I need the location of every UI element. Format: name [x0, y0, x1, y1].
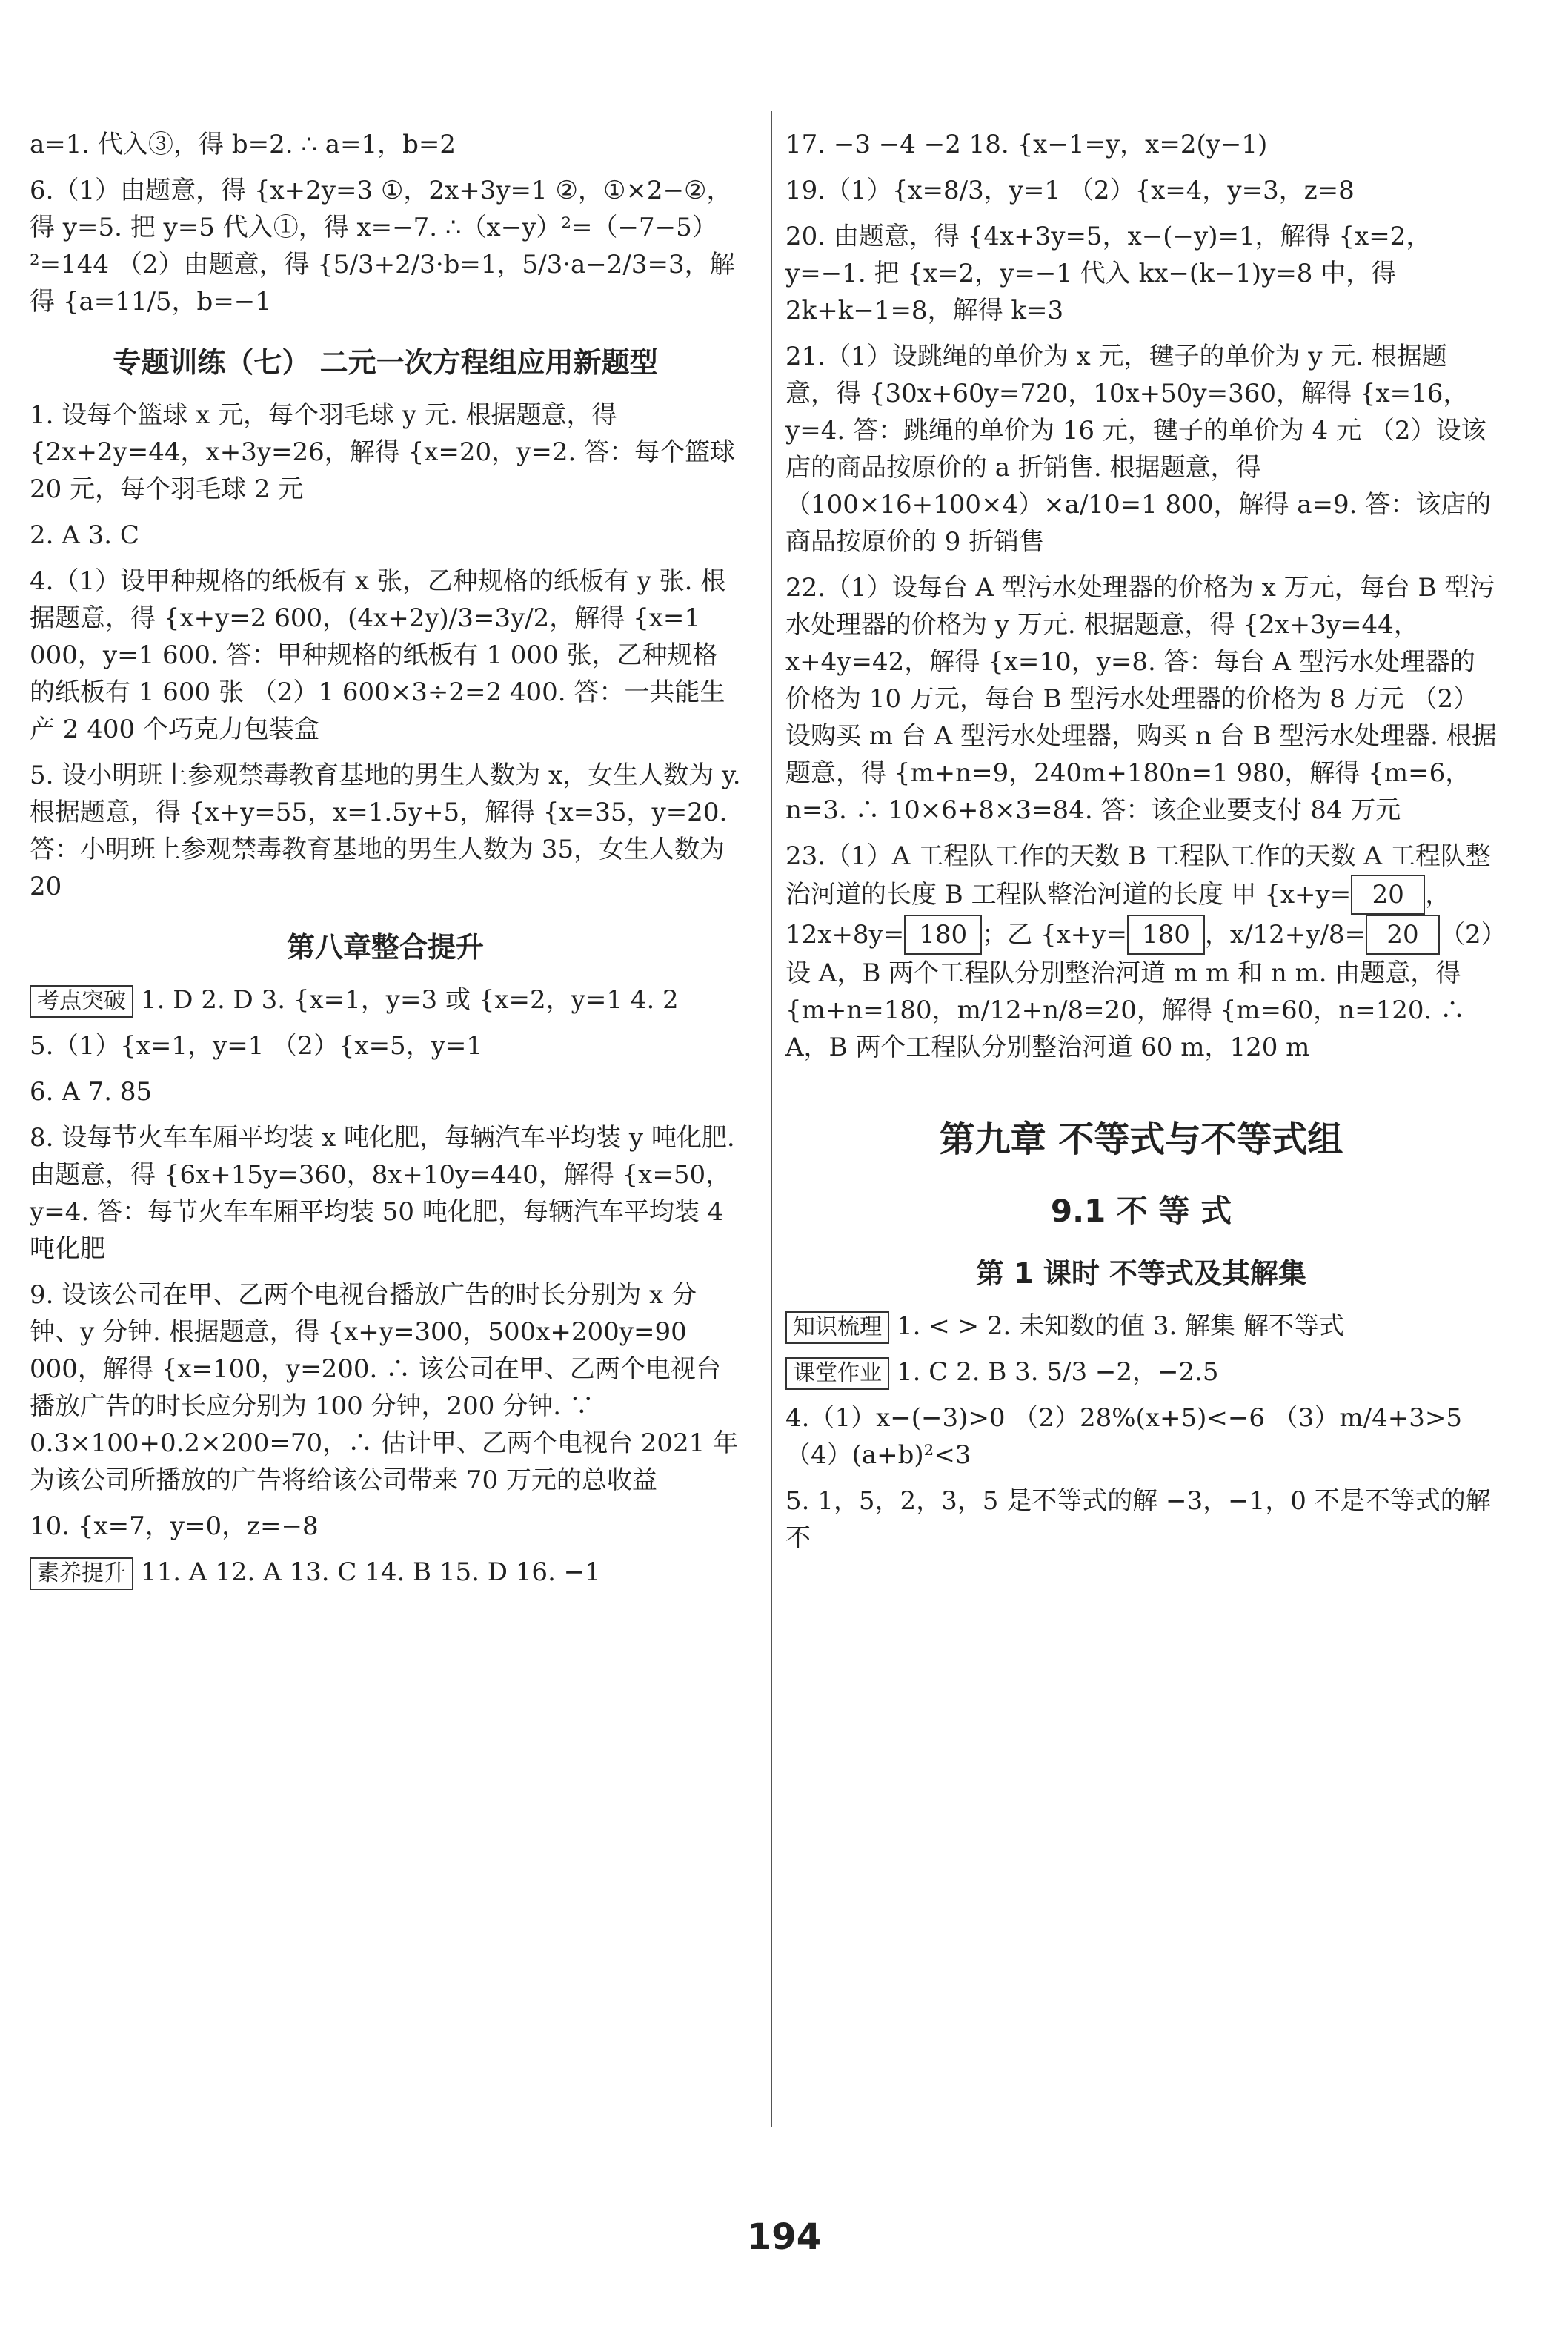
- answer-line: 6.（1）由题意，得 {x+2y=3 ①，2x+3y=1 ②，①×2−②，得 y=5. 把 y=5 代入①，得 x=−7. ∴（x−y）²=（−7−5）²=144 （2）由题意，得 {5/3+2/3·b=1，5/3·a−2/3=3，解得 {a=11/5，b=−1: [30, 176, 735, 317]
- section-heading: 第 1 课时 不等式及其解集: [975, 1257, 1307, 1290]
- answer-line: 19.（1）{x=8/3，y=1 （2）{x=4，y=3，z=8: [785, 176, 1355, 205]
- section-tag: 素养提升: [30, 1557, 133, 1590]
- answer-line: 17. −3 −4 −2 18. {x−1=y，x=2(y−1): [785, 130, 1268, 159]
- section-tag: 知识梳理: [785, 1311, 889, 1344]
- answer-line: 5. 设小明班上参观禁毒教育基地的男生人数为 x，女生人数为 y. 根据题意，得 {x+y=55，x=1.5y+5，解得 {x=35，y=20. 答：小明班上参观禁毒教育基地的男生人数为 35，女生人数为 20: [30, 761, 741, 901]
- answer-line: [785, 1308, 1497, 1345]
- answer-line: 5.（1）{x=1，y=1 （2）{x=5，y=1: [30, 1031, 483, 1061]
- answer-line: 4.（1）设甲种规格的纸板有 x 张，乙种规格的纸板有 y 张. 根据题意，得 {x+y=2 600，(4x+2y)/3=3y/2，解得 {x=1 000，y=1 600. 答：甲种规格的纸板有 1 000 张，乙种规格的纸板有 1 600 张 （2）1 600×3÷2=2 400. 答：一共能生产 2 400 个巧克力包装盒: [30, 566, 726, 744]
- answer-line: 8. 设每节火车车厢平均装 x 吨化肥，每辆汽车平均装 y 吨化肥. 由题意，得 {6x+15y=360，8x+10y=440，解得 {x=50，y=4. 答：每节火车车厢平均装 50 吨化肥，每辆汽车平均装 4 吨化肥: [30, 1123, 735, 1264]
- answer-line: 2. A 3. C: [30, 520, 139, 550]
- answer-line: [30, 981, 741, 1018]
- answer-text: （2）设 A，B 两个工程队分别整治河道 m m 和 n m. 由题意，得 {m+n=180，m/12+n/8=20，解得 {m=60，n=120. ∴ A，B 两个工程队分别整治河道 60 m，120 m: [785, 920, 1494, 1062]
- fill-box: 20: [1366, 915, 1440, 955]
- section-tag: 考点突破: [30, 985, 133, 1018]
- answer-line: 6. A 7. 85: [30, 1077, 153, 1107]
- answer-text: 1. D 2. D 3. {x=1，y=3 或 {x=2，y=1 4. 2: [141, 985, 679, 1015]
- section-heading: 9.1 不 等 式: [1050, 1193, 1232, 1229]
- fill-box: 180: [904, 915, 982, 955]
- answer-text: 1. < > 2. 未知数的值 3. 解集 解不等式: [897, 1311, 1344, 1341]
- answer-line: 10. {x=7，y=0，z=−8: [30, 1511, 319, 1541]
- section-heading: 第九章 不等式与不等式组: [939, 1119, 1343, 1160]
- answer-line: 22.（1）设每台 A 型污水处理器的价格为 x 万元，每台 B 型污水处理器的价格为 y 万元. 根据题意，得 {2x+3y=44，x+4y=42，解得 {x=10，y=8. 答：每台 A 型污水处理器的价格为 10 万元，每台 B 型污水处理器的价格为 8 万元 （2）设购买 m 台 A 型污水处理器，购买 n 台 B 型污水处理器. 根据题意，得 {m+n=9，240m+180n=1 980，解得 {m=6，n=3. ∴ 10×6+8×3=84. 答：该企业要支付 84 万元: [785, 573, 1497, 825]
- answer-line: 4.（1）x−(−3)>0 （2）28%(x+5)<−6 （3）m/4+3>5 （4）(a+b)²<3: [785, 1403, 1462, 1470]
- right-column: [785, 126, 1497, 1566]
- fill-box: 20: [1351, 875, 1425, 915]
- answer-text: ，x/12+y/8=: [1204, 920, 1366, 950]
- answer-line: 1. 设每个篮球 x 元，每个羽毛球 y 元. 根据题意，得 {2x+2y=44，x+3y=26，解得 {x=20，y=2. 答：每个篮球 20 元，每个羽毛球 2 元: [30, 400, 736, 504]
- section-heading: 第八章整合提升: [286, 931, 484, 964]
- answer-text: ；乙 {x+y=: [982, 920, 1127, 950]
- answer-text: 11. A 12. A 13. C 14. B 15. D 16. −1: [141, 1557, 601, 1587]
- answer-line: [30, 1554, 741, 1591]
- answer-line: 5. 1，5，2，3，5 是不等式的解 −3，−1，0 不是不等式的解 不: [785, 1486, 1491, 1553]
- section-heading: 专题训练（七） 二元一次方程组应用新题型: [113, 346, 658, 379]
- page-number: 194: [746, 2216, 822, 2258]
- column-divider: [771, 111, 772, 2127]
- answer-line: [785, 1354, 1497, 1391]
- answer-line: 20. 由题意，得 {4x+3y=5，x−(−y)=1，解得 {x=2，y=−1. 把 {x=2，y=−1 代入 kx−(k−1)y=8 中，得 2k+k−1=8，解得 k=3: [785, 222, 1432, 325]
- answer-line: 9. 设该公司在甲、乙两个电视台播放广告的时长分别为 x 分钟、y 分钟. 根据题意，得 {x+y=300，500x+200y=90 000，解得 {x=100，y=200. ∴ 该公司在甲、乙两个电视台播放广告的时长应分别为 100 分钟，200 分钟. ∵ 0.3×100+0.2×200=70，∴ 估计甲、乙两个电视台 2021 年为该公司所播放的广告将给该公司带来 70 万元的总收益: [30, 1280, 739, 1495]
- section-tag: 课堂作业: [785, 1357, 889, 1390]
- answer-item-23: [785, 838, 1497, 1066]
- answer-line: a=1. 代入③，得 b=2. ∴ a=1，b=2: [30, 130, 456, 159]
- answer-text: 1. C 2. B 3. 5/3 −2，−2.5: [897, 1357, 1219, 1387]
- answer-text: 23.（1）A 工程队工作的天数 B 工程队工作的天数 A 工程队整治河道的长度 B 工程队整治河道的长度 甲 {x+y=: [785, 841, 1491, 910]
- fill-box: 180: [1127, 915, 1205, 955]
- answer-text: ，12x+8y=: [785, 880, 1451, 950]
- left-column: [30, 126, 741, 1600]
- answer-line: 21.（1）设跳绳的单价为 x 元，毽子的单价为 y 元. 根据题意，得 {30x+60y=720，10x+50y=360，解得 {x=16，y=4. 答：跳绳的单价为 16 元，毽子的单价为 4 元 （2）设该店的商品按原价的 a 折销售. 根据题意，得（100×16+100×4）×a/10=1 800，解得 a=9. 答：该店的商品按原价的 9 折销售: [785, 342, 1492, 557]
